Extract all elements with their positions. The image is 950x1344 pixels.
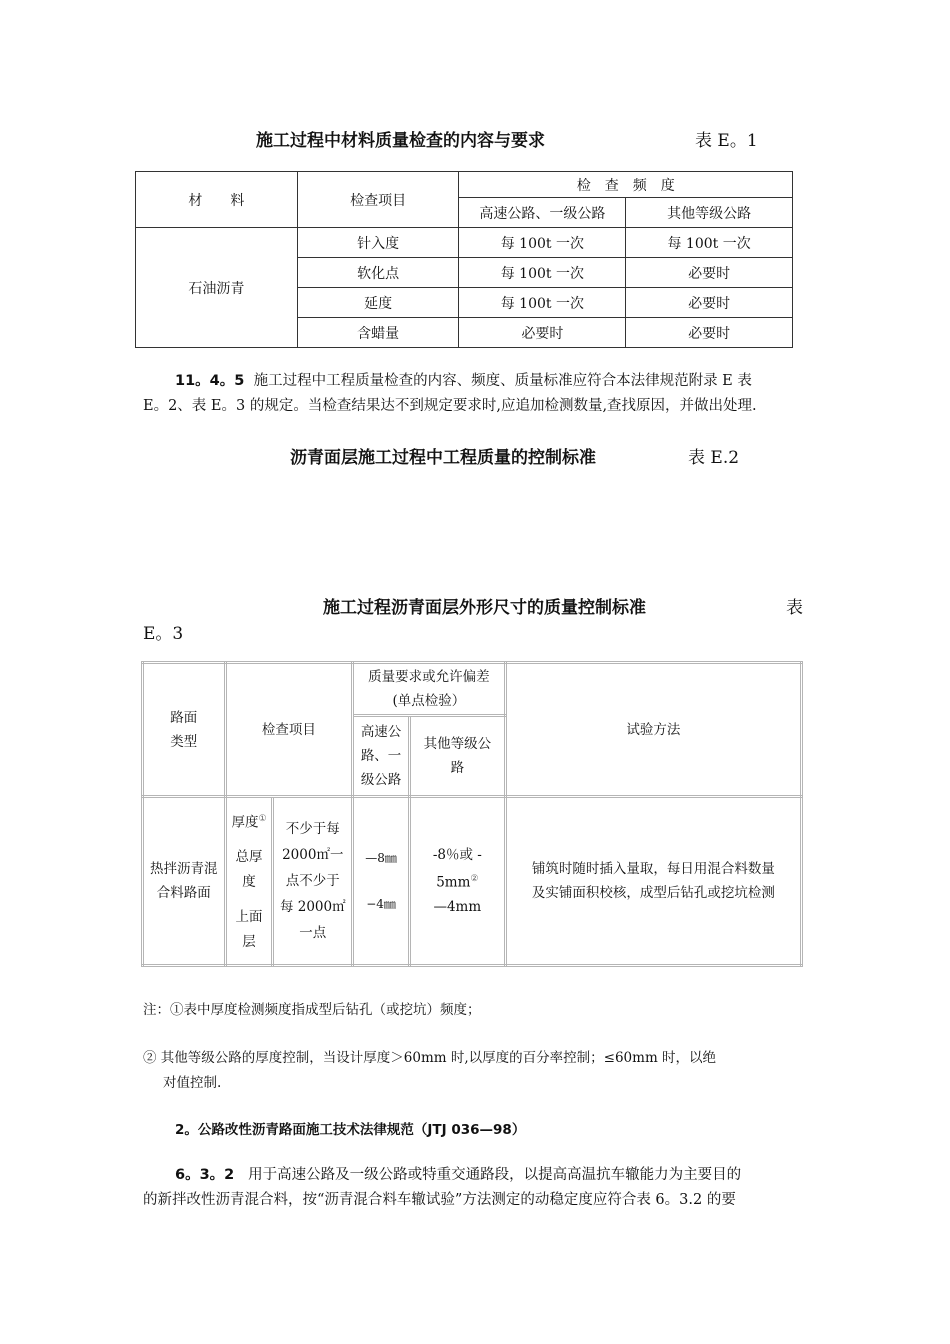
- table-row: [136, 228, 793, 258]
- highway-tolerance-top: −4㎜: [366, 897, 396, 911]
- item-cell: 软化点: [297, 258, 459, 288]
- road-type-line1: 热拌沥青混: [150, 861, 218, 877]
- frequency-line2: 2000㎡一: [282, 847, 344, 863]
- header-highway-line3: 级公路: [360, 772, 402, 788]
- table-row: [143, 797, 802, 966]
- other-cell: 必要时: [626, 318, 793, 348]
- paragraph-11-4-5-line2: E。2、表 E。3 的规定。当检查结果达不到规定要求时,应追加检测数量,查找原因，并做出处理.: [143, 398, 757, 414]
- footnote-marker-2: ②: [470, 874, 479, 885]
- test-method-line2: 及实铺面积校核，成型后钻孔或挖坑检测: [531, 885, 775, 901]
- highway-tolerance-total: —8㎜: [365, 851, 397, 865]
- header-road-type: [143, 663, 226, 797]
- material-inspection-table: [135, 171, 793, 348]
- dimension-quality-table: [141, 661, 803, 967]
- item-cell: 延度: [297, 288, 459, 318]
- header-other-roads: [409, 716, 505, 797]
- section-2-heading: 2。公路改性沥青路面施工技术法律规范（JTJ 036—98）: [175, 1122, 526, 1138]
- header-road-type-line2: 类型: [170, 733, 198, 750]
- header-requirement-line1: 质量要求或允许偏差: [368, 669, 490, 685]
- material-cell: 石油沥青: [136, 228, 298, 348]
- header-item: 检查项目: [297, 172, 459, 228]
- paragraph-6-3-2-line1: [175, 1164, 741, 1187]
- header-frequency: 检 查 频 度: [459, 172, 793, 198]
- other-tolerance-line2: [413, 867, 502, 895]
- high-cell: 必要时: [459, 318, 626, 348]
- paragraph-text: 施工过程中工程质量检查的内容、频度、质量标准应符合本法律规范附录 E 表: [253, 373, 752, 389]
- header-other-roads: 其他等级公路: [626, 198, 793, 228]
- header-other-line1: 其他等级公: [423, 736, 492, 752]
- header-material: 材 料: [136, 172, 298, 228]
- paragraph-text-2: 用于高速公路及一级公路或特重交通路段，以提高高温抗车辙能力为主要目的: [248, 1167, 742, 1183]
- header-highway: [353, 716, 410, 797]
- table-e1-title: 施工过程中材料质量检查的内容与要求: [256, 131, 545, 151]
- header-requirement-line2: (单点检验）: [392, 693, 466, 709]
- other-cell: 每 100t 一次: [626, 228, 793, 258]
- highway-tolerance-cell: [353, 797, 410, 966]
- frequency-line3: 点不少于: [285, 873, 340, 889]
- paragraph-11-4-5-line1: [175, 370, 752, 393]
- other-tolerance-cell: [409, 797, 505, 966]
- check-item-cell: [225, 797, 273, 966]
- table-e1-tag: 表 E。1: [695, 131, 758, 151]
- note-2-line2: 对值控制.: [163, 1075, 222, 1091]
- item-cell: 针入度: [297, 228, 459, 258]
- table-e3-tag-a: 表: [786, 598, 803, 618]
- table-e3-tag-b: E。3: [143, 624, 184, 644]
- test-method-cell: [505, 797, 801, 966]
- header-test-method: 试验方法: [505, 663, 801, 797]
- road-type-cell: [143, 797, 226, 966]
- note-1: 注：①表中厚度检测频度指成型后钻孔（或挖坑）频度；: [143, 1002, 481, 1018]
- header-highway-line1: 高速公: [360, 724, 402, 740]
- header-road-type-line1: 路面: [170, 709, 198, 726]
- high-cell: 每 100t 一次: [459, 258, 626, 288]
- frequency-cell: [273, 797, 353, 966]
- high-cell: 每 100t 一次: [459, 228, 626, 258]
- header-highway-line2: 路、一: [360, 748, 402, 764]
- paragraph-6-3-2-line2: 的新拌改性沥青混合料，按“沥青混合料车辙试验”方法测定的动稳定度应符合表 6。3.2 的要: [143, 1192, 736, 1208]
- header-check-item: 检查项目: [225, 663, 353, 797]
- table-e2-title: 沥青面层施工过程中工程质量的控制标准: [290, 448, 596, 468]
- top-layer-line1: 上面: [235, 909, 263, 926]
- other-cell: 必要时: [626, 258, 793, 288]
- total-thickness-line1: 总厚: [235, 849, 263, 866]
- table-e3-title: 施工过程沥青面层外形尺寸的质量控制标准: [323, 598, 646, 618]
- frequency-line4: 每 2000㎡: [279, 899, 346, 915]
- header-other-line2: 路: [450, 760, 465, 776]
- other-tolerance-line3: —4mm: [433, 898, 482, 915]
- high-cell: 每 100t 一次: [459, 288, 626, 318]
- note-2-line1: ② 其他等级公路的厚度控制，当设计厚度＞60mm 时,以厚度的百分率控制；≤60mm 时，以绝: [143, 1050, 717, 1066]
- other-tolerance-text: 5mm: [436, 874, 471, 891]
- table-e2-tag: 表 E.2: [688, 448, 740, 468]
- total-thickness-line2: 度: [242, 874, 256, 891]
- other-cell: 必要时: [626, 288, 793, 318]
- footnote-marker-1: ①: [258, 813, 267, 824]
- frequency-line5: 一点: [299, 925, 327, 941]
- clause-number: 11。4。5: [175, 373, 245, 389]
- other-tolerance-line1: -8％或 -: [432, 847, 482, 864]
- top-layer-line2: 层: [242, 934, 256, 951]
- item-cell: 含蜡量: [297, 318, 459, 348]
- test-method-line1: 铺筑时随时插入量取，每日用混合料数量: [531, 861, 775, 877]
- thickness-text: 厚度: [231, 814, 259, 831]
- header-highway: 高速公路、一级公路: [459, 198, 626, 228]
- header-requirement: [353, 663, 506, 716]
- frequency-line1: 不少于每: [285, 821, 340, 837]
- road-type-line2: 合料路面: [156, 885, 211, 901]
- thickness-label: [229, 807, 270, 836]
- clause-number-2: 6。3。2: [175, 1167, 235, 1183]
